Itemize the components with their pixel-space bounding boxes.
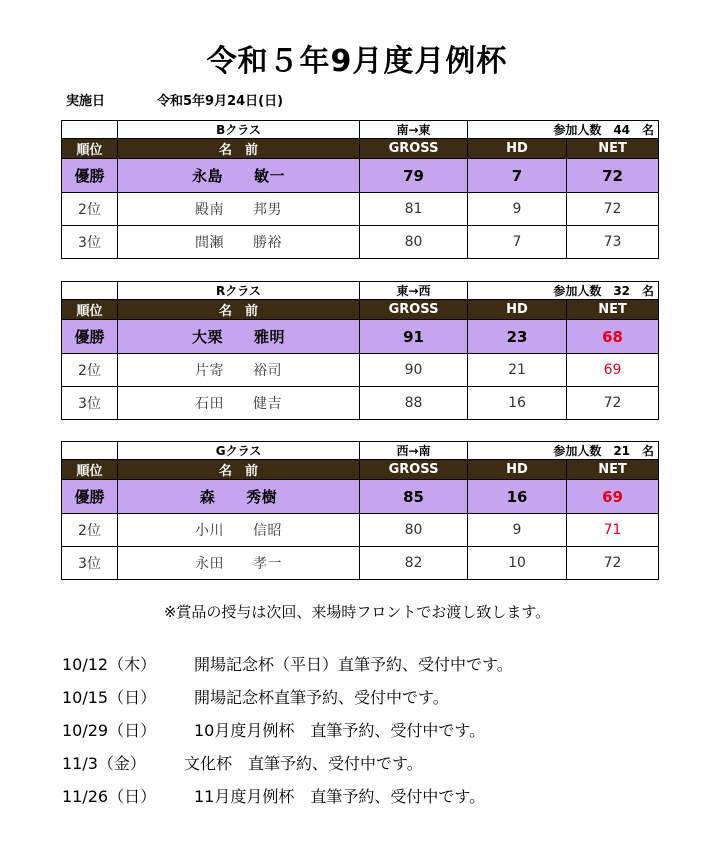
class-name: Bクラス [118, 121, 360, 139]
rank: 2位 [62, 193, 118, 226]
results-table-b [61, 120, 659, 259]
hd: 16 [468, 480, 567, 514]
rank: 3位 [62, 387, 118, 420]
event-date: 11/3（金） [62, 754, 146, 773]
event-date: 10/12（木） [62, 655, 157, 674]
header-gross: GROSS [360, 139, 468, 159]
net: 69 [567, 480, 659, 514]
table-row [62, 193, 659, 226]
header-hd: HD [468, 139, 567, 159]
header-row [62, 139, 659, 159]
table-row [62, 320, 659, 354]
participants: 参加人数 32 名 [468, 282, 659, 300]
gross: 88 [360, 387, 468, 420]
player-name: 小川 信昭 [118, 514, 360, 547]
table-row [62, 547, 659, 580]
net: 68 [567, 320, 659, 354]
player-name: 片寄 裕司 [118, 354, 360, 387]
gross: 82 [360, 547, 468, 580]
hd: 9 [468, 514, 567, 547]
event-item [62, 718, 513, 751]
gross: 80 [360, 226, 468, 259]
gross: 80 [360, 514, 468, 547]
table-row [62, 354, 659, 387]
course: 南→東 [360, 121, 468, 139]
event-text: 10月度月例杯 直筆予約、受付中です。 [194, 721, 486, 740]
net: 71 [567, 514, 659, 547]
header-net: NET [567, 139, 659, 159]
header-rank: 順位 [62, 139, 118, 159]
gross: 81 [360, 193, 468, 226]
header-name: 名 前 [118, 139, 360, 159]
event-text: 11月度月例杯 直筆予約、受付中です。 [194, 787, 486, 806]
event-date: 10/15（日） [62, 688, 157, 707]
event-text: 文化杯 直筆予約、受付中です。 [184, 754, 423, 773]
gross: 79 [360, 159, 468, 193]
hd: 7 [468, 159, 567, 193]
header-net: NET [567, 460, 659, 480]
table-row [62, 159, 659, 193]
results-table-g [61, 441, 659, 580]
class-name: Gクラス [118, 442, 360, 460]
event-date: 11/26（日） [62, 787, 157, 806]
player-name: 永島 敏一 [118, 159, 360, 193]
header-rank: 順位 [62, 460, 118, 480]
table-row [62, 514, 659, 547]
event-item [62, 784, 513, 817]
hd: 7 [468, 226, 567, 259]
prize-note: ※賞品の授与は次回、来場時フロントでお渡し致します。 [163, 603, 551, 621]
header-name: 名 前 [118, 300, 360, 320]
class-row [62, 282, 659, 300]
course: 西→南 [360, 442, 468, 460]
results-table-r [61, 281, 659, 420]
event-text: 開場記念杯（平日）直筆予約、受付中です。 [194, 655, 513, 674]
hd: 16 [468, 387, 567, 420]
header-hd: HD [468, 460, 567, 480]
rank: 優勝 [62, 480, 118, 514]
net: 72 [567, 159, 659, 193]
date-label: 実施日 [66, 94, 106, 109]
class-row [62, 121, 659, 139]
event-item [62, 652, 513, 685]
event-list [62, 652, 513, 817]
hd: 23 [468, 320, 567, 354]
table-row [62, 226, 659, 259]
header-rank: 順位 [62, 300, 118, 320]
event-item [62, 685, 513, 718]
event-date: 10/29（日） [62, 721, 157, 740]
participants: 参加人数 21 名 [468, 442, 659, 460]
course: 東→西 [360, 282, 468, 300]
net: 69 [567, 354, 659, 387]
class-row [62, 442, 659, 460]
table-row [62, 480, 659, 514]
table-row [62, 387, 659, 420]
rank: 優勝 [62, 159, 118, 193]
header-name: 名 前 [118, 460, 360, 480]
participants: 参加人数 44 名 [468, 121, 659, 139]
header-hd: HD [468, 300, 567, 320]
player-name: 石田 健吉 [118, 387, 360, 420]
hd: 9 [468, 193, 567, 226]
class-corner [62, 282, 118, 300]
page-title: 令和５年9月度月例杯 [206, 44, 508, 79]
hd: 21 [468, 354, 567, 387]
rank: 2位 [62, 354, 118, 387]
player-name: 森 秀樹 [118, 480, 360, 514]
class-corner [62, 442, 118, 460]
rank: 2位 [62, 514, 118, 547]
class-corner [62, 121, 118, 139]
net: 72 [567, 387, 659, 420]
class-name: Rクラス [118, 282, 360, 300]
gross: 90 [360, 354, 468, 387]
header-row [62, 300, 659, 320]
header-row [62, 460, 659, 480]
header-gross: GROSS [360, 300, 468, 320]
hd: 10 [468, 547, 567, 580]
player-name: 永田 孝一 [118, 547, 360, 580]
header-net: NET [567, 300, 659, 320]
net: 73 [567, 226, 659, 259]
gross: 85 [360, 480, 468, 514]
player-name: 間瀬 勝裕 [118, 226, 360, 259]
player-name: 大栗 雅明 [118, 320, 360, 354]
player-name: 殿南 邦男 [118, 193, 360, 226]
header-gross: GROSS [360, 460, 468, 480]
rank: 3位 [62, 547, 118, 580]
event-item [62, 751, 513, 784]
net: 72 [567, 547, 659, 580]
rank: 優勝 [62, 320, 118, 354]
date-value: 令和5年9月24日(日) [157, 94, 284, 109]
event-text: 開場記念杯直筆予約、受付中です。 [194, 688, 449, 707]
net: 72 [567, 193, 659, 226]
rank: 3位 [62, 226, 118, 259]
gross: 91 [360, 320, 468, 354]
